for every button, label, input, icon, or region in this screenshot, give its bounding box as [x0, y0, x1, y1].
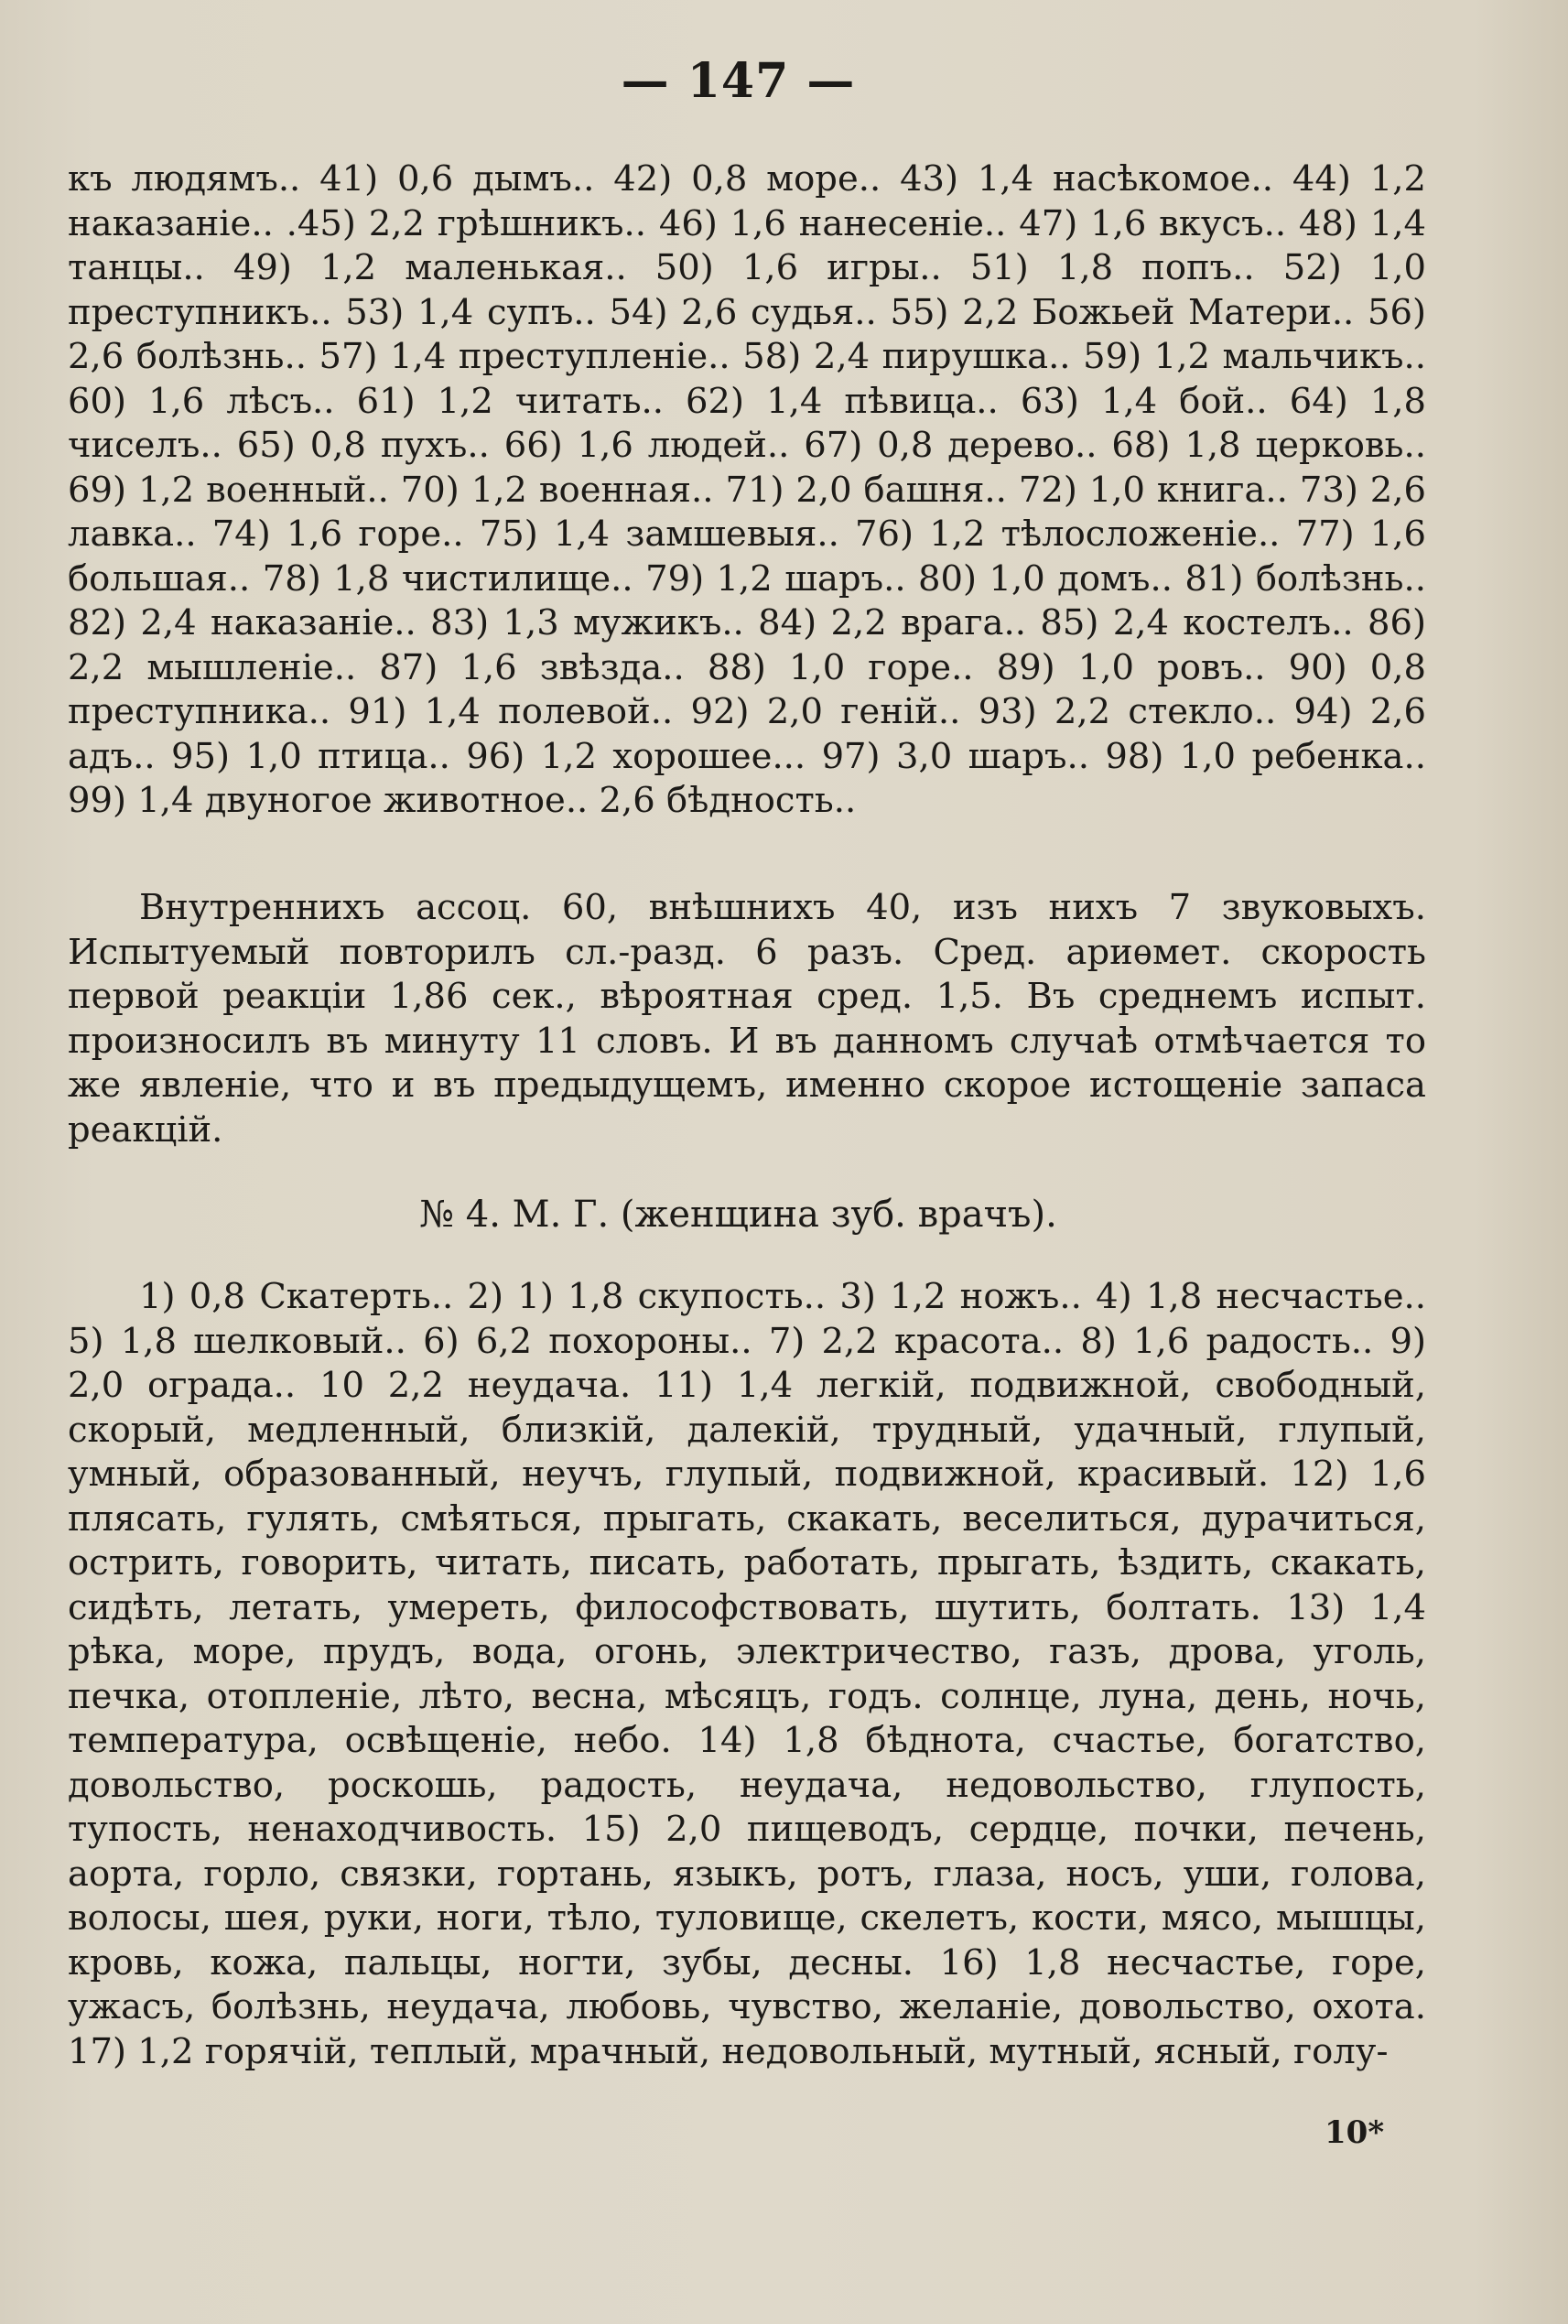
- section-paragraph: [68, 1275, 1426, 2074]
- continuation-text: къ людямъ.. 41) 0,6 дымъ.. 42) 0,8 море.. 43) 1,4 насѣкомое.. 44) 1,2 наказаніе.. .45) 2,2 грѣшникъ.. 46) 1,6 нанесеніе.. 47) 1,6 вкусъ.. 48) 1,4 танцы.. 49) 1,2 маленькая.. 50) 1,6 игры.. 51) 1,8 попъ.. 52) 1,0 преступникъ.. 53) 1,4 супъ.. 54) 2,6 судья.. 55) 2,2 Божьей Матери.. 56) 2,6 болѣзнь.. 57) 1,4 преступленіе.. 58) 2,4 пирушка.. 59) 1,2 мальчикъ.. 60) 1,6 лѣсъ.. 61) 1,2 читать.. 62) 1,4 пѣвица.. 63) 1,4 бой.. 64) 1,8 чиселъ.. 65) 0,8 пухъ.. 66) 1,6 людей.. 67) 0,8 дерево.. 68) 1,8 церковь.. 69) 1,2 военный.. 70) 1,2 военная.. 71) 2,0 башня.. 72) 1,0 книга.. 73) 2,6 лавка.. 74) 1,6 горе.. 75) 1,4 замшевыя.. 76) 1,2 тѣлосложеніе.. 77) 1,6 большая.. 78) 1,8 чистилище.. 79) 1,2 шаръ.. 80) 1,0 домъ.. 81) болѣзнь.. 82) 2,4 наказаніе.. 83) 1,3 мужикъ.. 84) 2,2 врага.. 85) 2,4 костелъ.. 86) 2,2 мышленіе.. 87) 1,6 звѣзда.. 88) 1,0 горе.. 89) 1,0 ровъ.. 90) 0,8 преступника.. 91) 1,4 полевой.. 92) 2,0 геній.. 93) 2,2 стекло.. 94) 2,6 адъ.. 95) 1,0 птица.. 96) 1,2 хорошее... 97) 3,0 шаръ.. 98) 1,0 ребенка.. 99) 1,4 двуногое животное.. 2,6 бѣдность..: [68, 158, 1426, 821]
- page-number: — 147 —: [621, 53, 856, 109]
- summary-paragraph: [68, 886, 1426, 1152]
- signature-mark: 10*: [1325, 2114, 1385, 2151]
- summary-text: Внутреннихъ ассоц. 60, внѣшнихъ 40, изъ нихъ 7 звуковыхъ. Испытуемый повторилъ сл.-разд. 6 разъ. Сред. ариѳмет. скорость первой реакціи 1,86 сек., вѣроятная сред. 1,5. Въ среднемъ испыт. произносилъ въ минуту 11 словъ. И въ данномъ случаѣ отмѣчается то же явленіе, что и въ предыдущемъ, именно скорое истощеніе запаса реакцій.: [68, 887, 1426, 1151]
- section-text: 1) 0,8 Скатерть.. 2) 1) 1,8 скупость.. 3) 1,2 ножъ.. 4) 1,8 несчастье.. 5) 1,8 шелковый.. 6) 6,2 похороны.. 7) 2,2 красота.. 8) 1,6 радость.. 9) 2,0 ограда.. 10 2,2 неудача. 11) 1,4 легкій, подвижной, свободный, скорый, медленный, близкій, далекій, трудный, удачный, глупый, умный, образованный, неучъ, глупый, подвижной, красивый. 12) 1,6 плясать, гулять, смѣяться, прыгать, скакать, веселиться, дурачиться, острить, говорить, читать, писать, работать, прыгать, ѣздить, скакать, сидѣть, летать, умереть, философствовать, шутить, болтать. 13) 1,4 рѣка, море, прудъ, вода, огонь, электричество, газъ, дрова, уголь, печка, отопленіе, лѣто, весна, мѣсяцъ, годъ. солнце, луна, день, ночь, температура, освѣщеніе, небо. 14) 1,8 бѣднота, счастье, богатство, довольство, роскошь, радость, неудача, недовольство, глупость, тупость, ненаходчивость. 15) 2,0 пищеводъ, сердце, почки, печень, аорта, горло, связки, гортань, языкъ, ротъ, глаза, носъ, уши, голова, волосы, шея, руки, ноги, тѣло, туловище, скелетъ, кости, мясо, мышцы, кровь, кожа, пальцы, ногти, зубы, десны. 16) 1,8 несчастье, горе, ужасъ, болѣзнь, неудача, любовь, чувство, желаніе, довольство, охота. 17) 1,2 горячій, теплый, мрачный, недовольный, мутный, ясный, голу-: [68, 1276, 1426, 2072]
- continuation-paragraph: [68, 157, 1426, 824]
- section-heading: № 4. М. Г. (женщина зуб. врачъ).: [419, 1194, 1057, 1236]
